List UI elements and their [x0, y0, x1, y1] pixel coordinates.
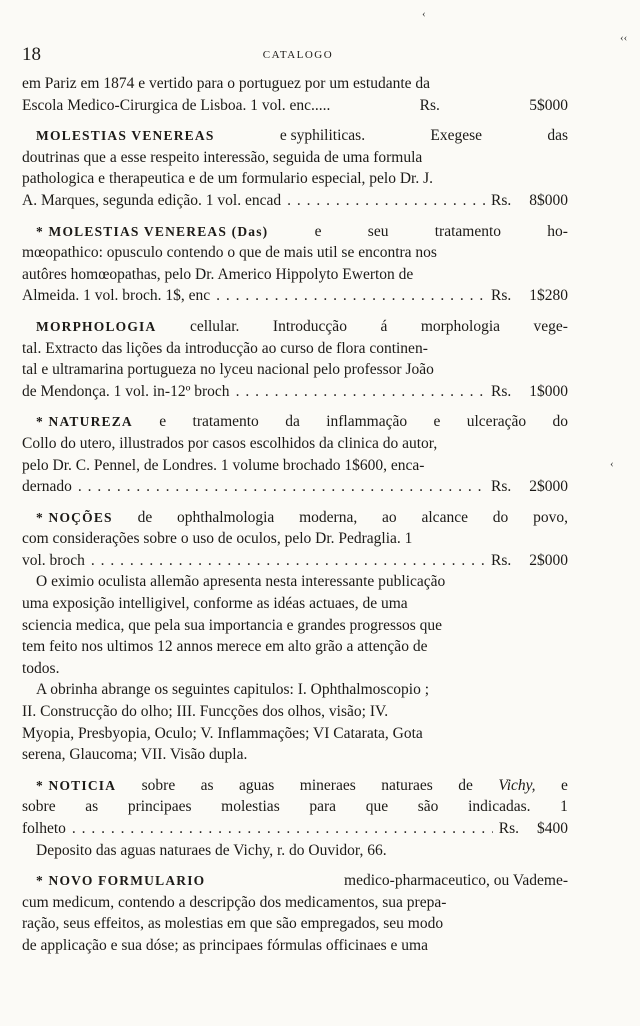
- text-line: [22, 615, 568, 637]
- word: 1: [560, 798, 568, 816]
- currency-label: Rs.: [491, 191, 512, 209]
- price: $400: [537, 820, 568, 837]
- entry-heading: MOLESTIAS VENEREAS: [36, 128, 215, 144]
- word: e: [433, 413, 441, 431]
- text-line: [22, 147, 568, 169]
- text-line: [22, 593, 568, 615]
- word: ulceração: [466, 413, 527, 431]
- text-line: [22, 892, 568, 914]
- text-line: [22, 316, 568, 338]
- entry-text: Almeida. 1 vol. broch. 1$, enc: [22, 287, 211, 305]
- word: e: [561, 776, 568, 794]
- margin-mark: ‹‹: [620, 32, 628, 44]
- text-line: [22, 507, 568, 529]
- word: todos.: [22, 659, 60, 677]
- word: medico-pharmaceutico, ou Vademe-: [344, 872, 568, 890]
- italic-word: Vichy,: [498, 776, 536, 794]
- word: alcance: [421, 508, 468, 526]
- word: com considerações sobre o uso de oculos, pelo Dr. Pedraglia. 1: [22, 530, 413, 548]
- word: doutrinas que a esse respeito interessão, seguida de uma formula: [22, 148, 423, 166]
- text-line: [22, 73, 568, 95]
- entry-heading: * NOVO FORMULARIO: [36, 873, 206, 889]
- currency-label: Rs.: [498, 820, 519, 837]
- text-line: [22, 168, 568, 190]
- word: do: [492, 508, 509, 526]
- price: 1$000: [529, 382, 568, 400]
- catalog-text: [22, 73, 568, 957]
- text-line: [22, 840, 568, 862]
- word: da: [285, 413, 300, 431]
- currency-label: Rs.: [491, 287, 512, 305]
- word: mœopathico: opusculo contendo o que de mais util se encontra nos: [22, 244, 437, 262]
- entry-text: A. Marques, segunda edição. 1 vol. encad: [22, 191, 282, 209]
- page-number: 18: [22, 44, 41, 65]
- word: indicadas.: [468, 798, 531, 816]
- word: das: [547, 127, 568, 145]
- dot-leader: [287, 190, 485, 212]
- word: moderna,: [299, 508, 358, 526]
- entry-heading: * NOÇÕES: [36, 509, 113, 525]
- dot-leader: [72, 818, 493, 840]
- word: sciencia medica, que pela sua importancia e grandes progressos que: [22, 616, 443, 634]
- dot-leader: [91, 550, 485, 572]
- word: morphologia: [420, 317, 501, 335]
- text-line: [22, 190, 568, 212]
- word: inflammação: [326, 413, 408, 431]
- word: em Pariz em 1874 e vertido para o portuguez por um estudante da: [22, 75, 431, 92]
- text-line: [22, 775, 568, 797]
- price: 2$000: [529, 478, 568, 496]
- word: cum medicum, contendo a descripção dos medicamentos, sua prepa-: [22, 893, 447, 911]
- word: Collo do utero, illustrados por casos escolhidos da clinica do autor,: [22, 434, 438, 452]
- text-line: [22, 550, 568, 572]
- page-header: [22, 44, 574, 70]
- text-line: [22, 796, 568, 818]
- word: ophthalmologia: [177, 508, 275, 526]
- margin-mark: ‹: [610, 458, 614, 470]
- word: de: [458, 776, 473, 794]
- word: Deposito das aguas naturaes de Vichy, r. do Ouvidor, 66.: [36, 841, 387, 859]
- word: de applicação e sua dóse; as principaes fórmulas officinaes e uma: [22, 936, 428, 954]
- word: tal. Extracto das lições da introducção ao curso de flora continen-: [22, 339, 428, 357]
- word: Escola Medico-Cirurgica de Lisboa. 1 vol. enc.....: [22, 96, 331, 114]
- word: tratamento: [192, 413, 259, 431]
- word: naturaes: [381, 776, 433, 794]
- dot-leader: [236, 381, 485, 403]
- text-line: [22, 701, 568, 723]
- word: Myopia, Presbyopia, Oculo; V. Inflammações; VI Catarata, Gota: [22, 724, 423, 742]
- word: Exegese: [430, 127, 483, 145]
- word: sobre: [141, 776, 176, 794]
- currency-label: Rs.: [419, 96, 440, 114]
- text-line: [22, 338, 568, 360]
- word: ração, seus effeitos, as molestias em que são empregados, seu modo: [22, 915, 444, 933]
- entry-heading: * MOLESTIAS VENEREAS (Das): [36, 223, 269, 239]
- word: ao: [382, 508, 397, 526]
- text-line: [22, 433, 568, 455]
- entry-heading: * NOTICIA: [36, 777, 117, 793]
- word: A obrinha abrange os seguintes capitulos: I. Ophthalmoscopio ;: [36, 681, 430, 699]
- word: tem feito nos ultimos 12 annos merece em alto grão a attenção de: [22, 638, 428, 656]
- word: tratamento: [434, 222, 502, 240]
- word: vege-: [533, 317, 568, 335]
- text-line: [22, 125, 568, 147]
- text-line: [22, 455, 568, 477]
- word: pelo Dr. C. Pennel, de Londres. 1 volume brochado 1$600, enca-: [22, 456, 425, 474]
- text-line: [22, 476, 568, 498]
- word: cellular.: [189, 317, 240, 335]
- margin-mark: ‹: [422, 8, 426, 20]
- word: povo,: [533, 508, 568, 526]
- currency-label: Rs.: [491, 382, 512, 400]
- word: molestias: [221, 798, 280, 816]
- text-line: [22, 381, 568, 403]
- word: principaes: [127, 798, 192, 816]
- word: sobre: [22, 798, 56, 816]
- word: e syphiliticas.: [279, 127, 366, 145]
- word: para: [309, 798, 337, 816]
- word: aguas: [239, 776, 275, 794]
- currency-label: Rs.: [491, 478, 512, 496]
- text-line: [22, 571, 568, 593]
- text-line: [22, 658, 568, 680]
- text-line: [22, 723, 568, 745]
- running-head: CATALOGO: [262, 49, 334, 61]
- dot-leader: [216, 285, 485, 307]
- price: 8$000: [529, 191, 568, 209]
- word: serena, Glaucoma; VII. Visão dupla.: [22, 746, 248, 764]
- entry-text: folheto: [22, 820, 66, 837]
- text-line: [22, 913, 568, 935]
- word: mineraes: [299, 776, 356, 794]
- entry-heading: * NATUREZA: [36, 414, 133, 430]
- word: ho-: [547, 222, 568, 240]
- text-line: [22, 679, 568, 701]
- entry-heading: MORPHOLOGIA: [36, 318, 157, 334]
- text-line: [22, 221, 568, 243]
- text-line: [22, 242, 568, 264]
- text-line: [22, 264, 568, 286]
- text-line: [22, 95, 568, 117]
- price: 2$000: [529, 551, 568, 569]
- word: á: [380, 317, 388, 335]
- text-line: [22, 636, 568, 658]
- text-line: [22, 285, 568, 307]
- word: autôres homœopathas, pelo Dr. Americo Hippolyto Ewerton de: [22, 265, 414, 283]
- word: seu: [367, 222, 389, 240]
- word: as: [200, 776, 214, 794]
- word: pathologica e therapeutica e de um formulario especial, pelo Dr. J.: [22, 170, 434, 188]
- word: tal e ultramarina portugueza no lyceu nacional pelo professor João: [22, 361, 434, 379]
- word: II. Construcção do olho; III. Funcções dos olhos, visão; IV.: [22, 703, 389, 721]
- dot-leader: [78, 476, 485, 498]
- entry-text: vol. broch: [22, 551, 85, 569]
- currency-label: Rs.: [491, 551, 512, 569]
- text-line: [22, 359, 568, 381]
- entry-text: de Mendonça. 1 vol. in-12º broch: [22, 382, 230, 400]
- word: uma exposição intelligivel, conforme as idéas actuaes, de uma: [22, 595, 408, 613]
- text-line: [22, 935, 568, 957]
- word: Introducção: [272, 317, 347, 335]
- word: e: [159, 413, 167, 431]
- word: O eximio oculista allemão apresenta nesta interessante publicação: [36, 573, 446, 591]
- word: de: [137, 508, 153, 526]
- word: são: [417, 798, 439, 816]
- text-line: [22, 411, 568, 433]
- text-line: [22, 744, 568, 766]
- text-line: [22, 870, 568, 892]
- text-line: [22, 528, 568, 550]
- entry-text: dernado: [22, 478, 72, 496]
- price: 5$000: [529, 96, 568, 114]
- word: as: [85, 798, 99, 816]
- price: 1$280: [529, 287, 568, 305]
- text-line: [22, 818, 568, 840]
- word: do: [552, 413, 568, 431]
- word: e: [314, 222, 322, 240]
- word: que: [365, 798, 389, 816]
